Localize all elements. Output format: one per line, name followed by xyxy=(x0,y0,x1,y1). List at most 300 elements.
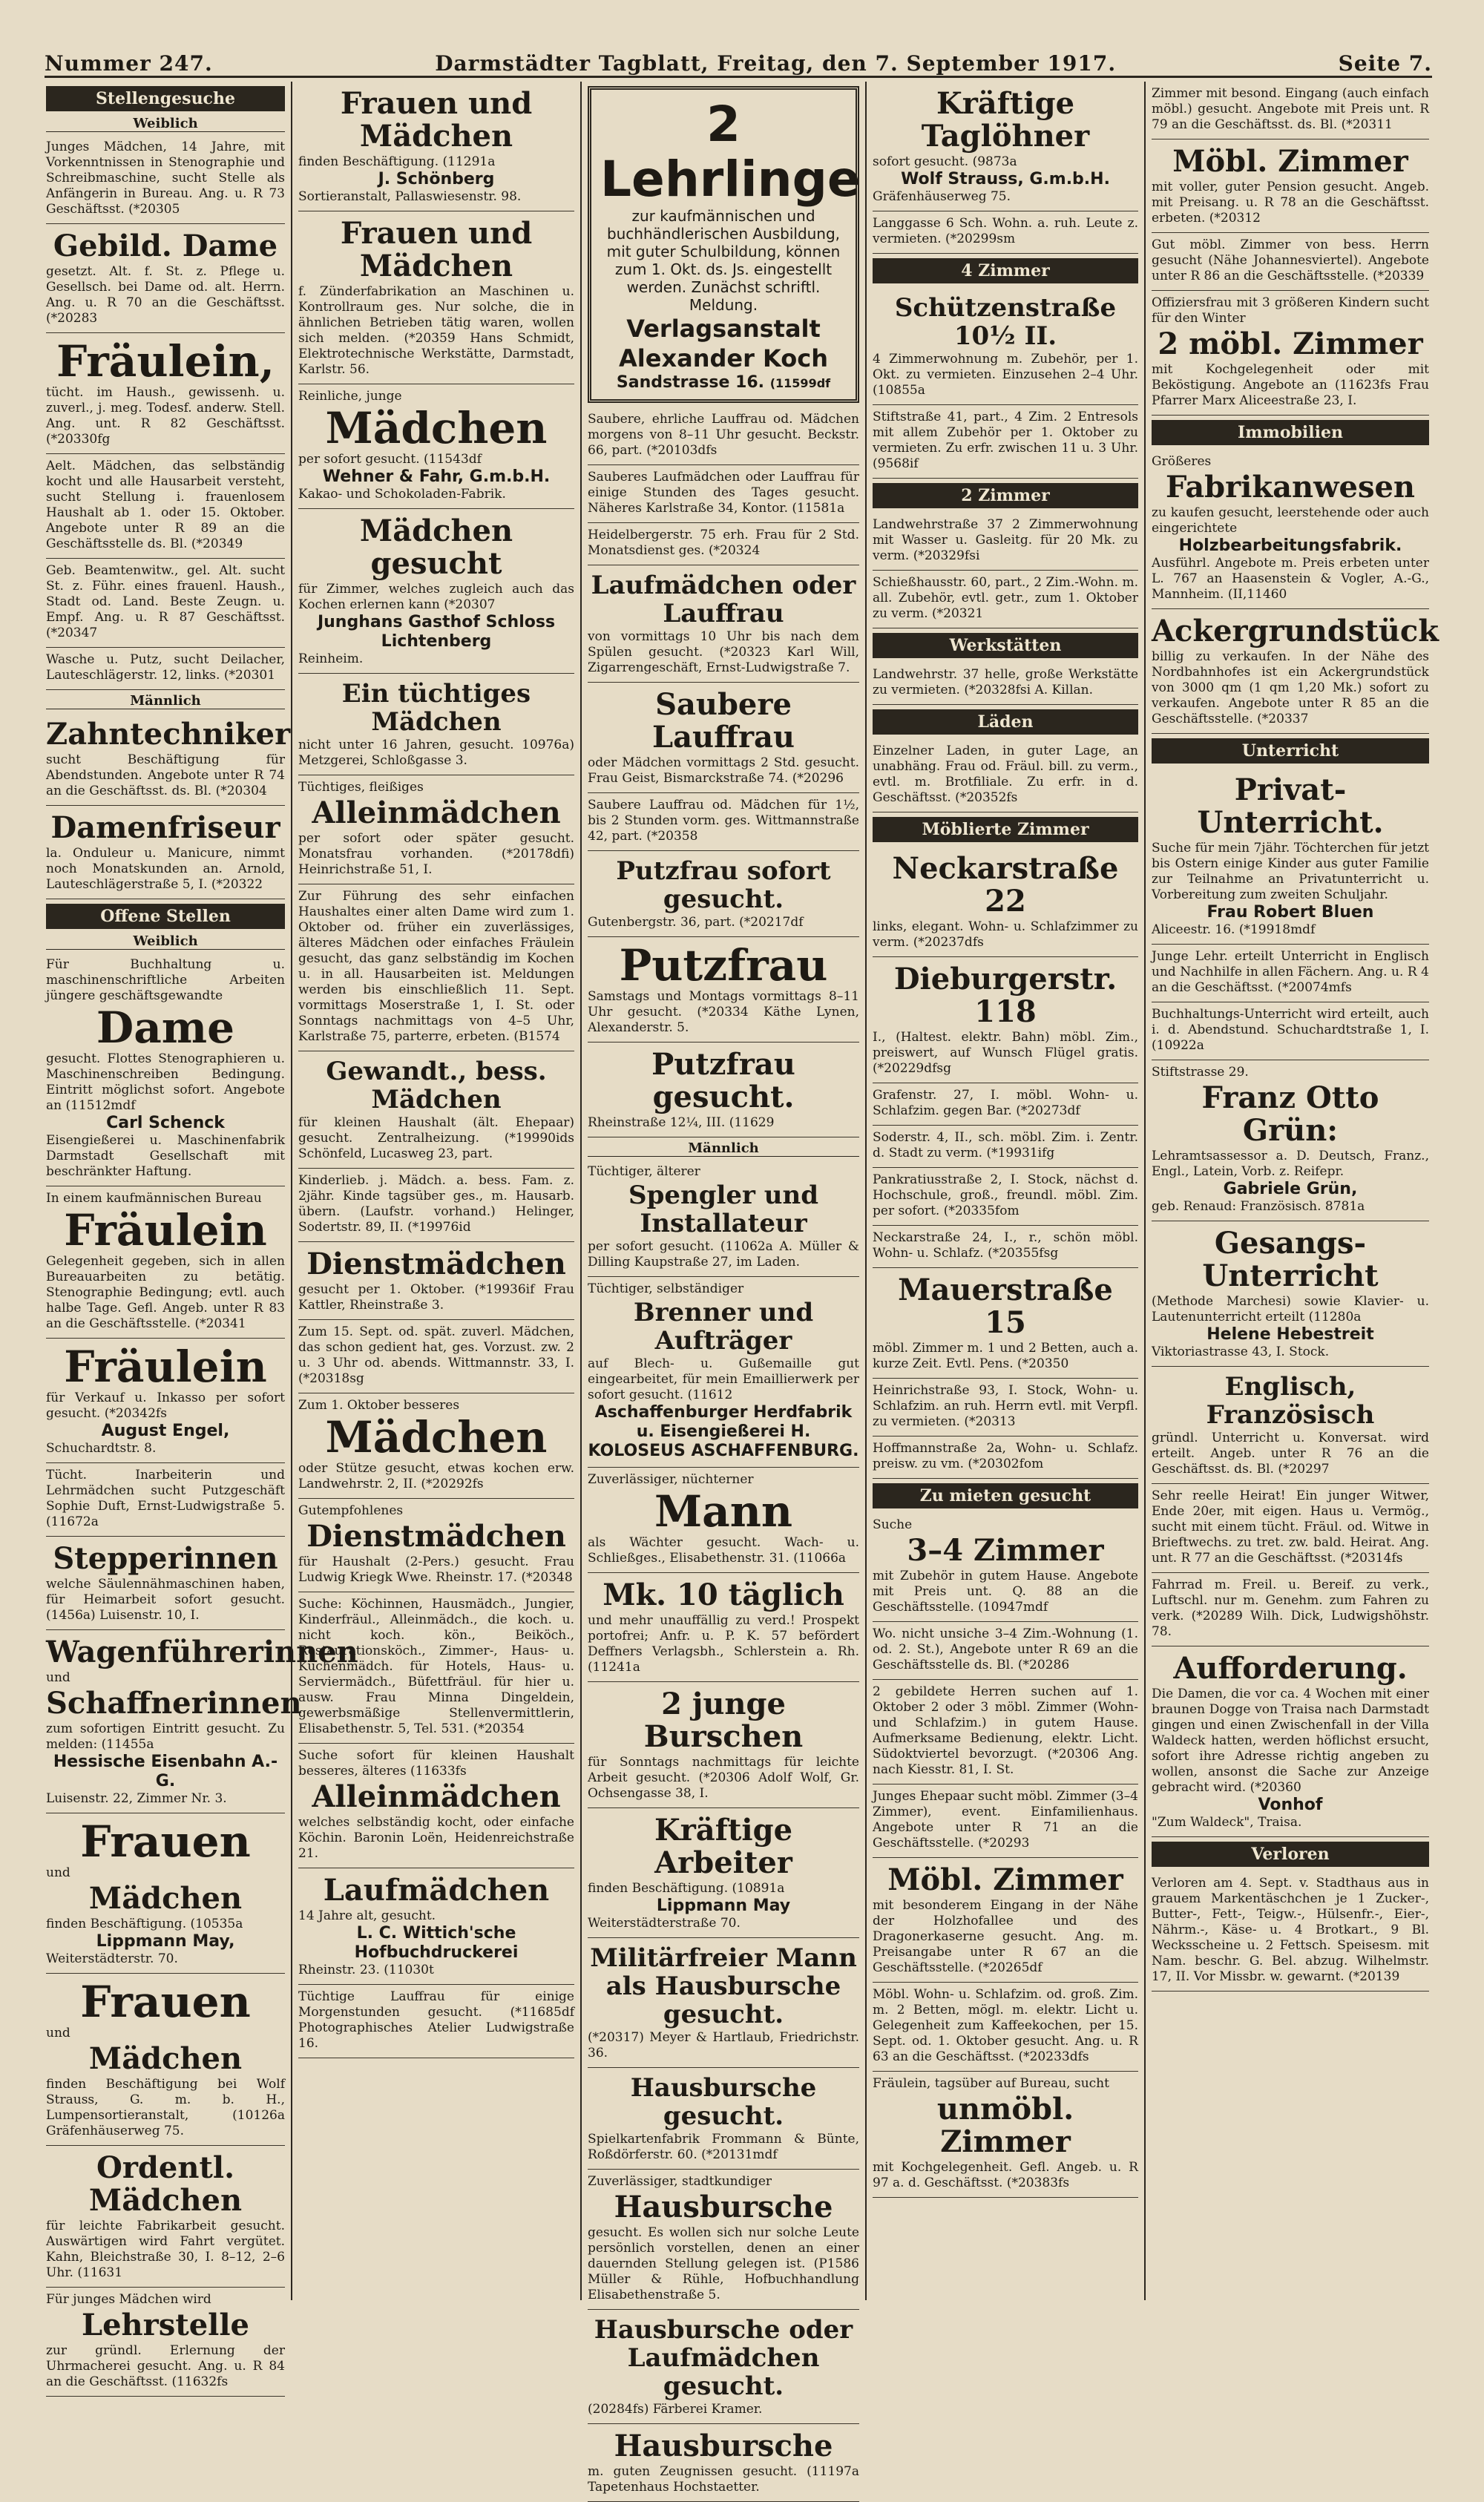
classified-ad xyxy=(298,1320,574,1393)
classified-ad xyxy=(298,775,574,884)
ad-text: Grafenstr. 27, I. möbl. Wohn- u. Schlafzim. gegen Bar. (*20273df xyxy=(873,1088,1138,1118)
ad-text: Stiftstraße 41, part., 4 Zim. 2 Entresols mit allem Zubehör per 1. Oktober zu vermieten. Zu erfr. zwischen 11 u. 3 Uhr. (9568if xyxy=(873,410,1138,471)
ad-firm-name: Lippmann May xyxy=(656,1897,791,1915)
classified-ad xyxy=(588,1573,859,1682)
ad-headline: Stepperinnen xyxy=(53,1541,278,1576)
section-header: Läden xyxy=(873,709,1138,735)
lehrlinge-ad xyxy=(588,86,859,403)
ad-headline: unmöbl. Zimmer xyxy=(936,2092,1074,2159)
ad-text: finden Beschäftigung. (10891a xyxy=(588,1881,785,1896)
classified-ad xyxy=(1152,1484,1429,1573)
ad-text: als Wächter gesucht. Wach- u. Schließges., Elisabethenstr. 31. (11066a xyxy=(588,1535,859,1566)
classified-ad xyxy=(1152,609,1439,734)
lehrlinge-title: 2 Lehrlinge xyxy=(600,96,861,208)
section-header: Möblierte Zimmer xyxy=(873,817,1138,842)
classified-ad xyxy=(1152,291,1429,416)
classified-ad xyxy=(588,1277,859,1468)
classified-ad xyxy=(873,1680,1138,1784)
ad-headline-2: Mädchen xyxy=(88,1881,243,1916)
classified-ad xyxy=(873,1168,1138,1226)
ad-text: Sehr reelle Heirat! Ein junger Witwer, Ende 20er, mit eigen. Haus u. Vermög., sucht mit einem tücht. Fräul. od. Witwe in Brieftwechs. zu tret. zw. bald. Heirat. Ang. unt. R 77 an die Geschäftsst. (*20314fs xyxy=(1152,1488,1429,1566)
ad-headline: Ein tüchtiges Mädchen xyxy=(341,679,531,737)
ad-address: Weiterstädterstraße 70. xyxy=(588,1916,741,1931)
ad-firm-name: Lippmann May, xyxy=(96,1932,235,1951)
classified-ad xyxy=(1152,450,1429,609)
classified-ad xyxy=(873,1083,1138,1126)
ad-headline: Saubere Lauffrau xyxy=(651,687,795,755)
ad-headline: 2 junge Burschen xyxy=(643,1687,804,1754)
classified-ad xyxy=(1152,1060,1429,1221)
ad-headline: Frauen xyxy=(80,1816,251,1867)
classified-ad xyxy=(588,2068,859,2170)
ad-text: sucht Beschäftigung für Abendstunden. Angebote unter R 74 an die Geschäftsst. ds. Bl. (*20304 xyxy=(46,752,285,798)
ad-text: finden Beschäftigung bei Wolf Strauss, G. m. b. H., Lumpensortieranstalt, (10126a Gräfenhäuserweg 75. xyxy=(46,2077,285,2138)
ad-firm-name: Helene Hebestreit xyxy=(1206,1325,1374,1344)
classified-ad xyxy=(298,1985,574,2058)
ad-text: mit Kochgelegenheit. Gefl. Angeb. u. R 97 a. d. Geschäftsst. (*20383fs xyxy=(873,2160,1138,2190)
classified-ad xyxy=(588,2170,859,2310)
ad-headline: Möbl. Zimmer xyxy=(887,1862,1123,1897)
classified-ad xyxy=(873,211,1138,254)
ad-headline: Mädchen xyxy=(325,1412,548,1462)
ad-text: f. Zünderfabrikation an Maschinen u. Kontrollraum ges. Nur solche, die in ähnlichen Betrieben tätig waren, wollen sich melden. (*20359 Hans Schmidt, Elektrotechnische Werkstätte, Darmstadt, Karlstr. 56. xyxy=(298,284,574,377)
ad-headline: Alleinmädchen xyxy=(312,1779,561,1814)
classified-ad xyxy=(46,333,285,454)
ad-headline: Dame xyxy=(96,1002,235,1053)
ad-text: 2 gebildete Herren suchen auf 1. Oktober 2 oder 3 möbl. Zimmer (Wohn- und Schlafzim.) in gutem Hause. Aufmerksame Bedienung, elektr. Licht. Südoktviertel bevorzugt. (*20306 Ang. nach Kiesstr. 81, I. St. xyxy=(873,1684,1138,1777)
lehrlinge-code: (11599df xyxy=(769,376,831,390)
ad-text: per sofort gesucht. (11543df xyxy=(298,452,482,467)
section-header: Zu mieten gesucht xyxy=(873,1483,1138,1508)
ad-headline: Mädchen xyxy=(325,403,548,453)
classified-ad xyxy=(46,953,285,1186)
classified-ad xyxy=(588,937,859,1042)
ad-intro: Zuverlässiger, nüchterner xyxy=(588,1472,754,1487)
page-number: Seite 7. xyxy=(1338,51,1432,76)
ad-headline: Dienstmädchen xyxy=(306,1519,566,1554)
classified-ad xyxy=(46,224,285,333)
ad-headline: Militärfreier Mann als Hausbursche gesucht. xyxy=(590,1943,857,2029)
lehrlinge-text: zur kaufmännischen und buchhändlerischen Ausbildung, mit guter Schulbildung, können zum 1. Okt. ds. Js. eingestellt werden. Zunächst schriftl. Meldung. xyxy=(606,207,841,314)
classified-ad xyxy=(873,513,1138,571)
ad-text: (20284fs) Färberei Kramer. xyxy=(588,2402,763,2417)
ad-text: Junges Ehepaar sucht möbl. Zimmer (3–4 Zimmer), event. Einfamilienhaus. Angebote unter R 71 an die Geschäftsstelle. (*20293 xyxy=(873,1789,1138,1851)
ad-text: Zimmer mit besond. Eingang (auch einfach möbl.) gesucht. Angebote mit Preis unt. R 79 an die Geschäftsst. ds. Bl. (*20311 xyxy=(1152,86,1429,132)
classified-ad xyxy=(298,1499,574,1592)
classified-ad xyxy=(46,1537,285,1630)
classified-ad xyxy=(1152,1573,1429,1646)
classified-ad xyxy=(298,1744,574,1868)
ad-address: Rheinstr. 23. (11030t xyxy=(298,1963,434,1977)
masthead xyxy=(45,42,1432,78)
ad-address: geb. Renaud: Französisch. 8781a xyxy=(1152,1199,1365,1214)
classified-ad xyxy=(873,405,1138,479)
ad-text: Wasche u. Putz, sucht Deilacher, Lauteschlägerstr. 12, links. (*20301 xyxy=(46,652,285,683)
classified-ad xyxy=(588,465,859,523)
ad-headline: Laufmädchen oder Lauffrau xyxy=(591,571,856,628)
classified-ad xyxy=(46,648,285,690)
classified-ad xyxy=(1152,233,1429,291)
classified-ad xyxy=(1152,139,1429,233)
classified-ad xyxy=(1152,1221,1429,1367)
ad-text: Gelegenheit gegeben, sich in allen Bureauarbeiten zu betätig. Stenographie Bedingung; evtl. auch halbe Tage. Gefl. Angeb. unter R 83 an die Geschäftsstelle. (*20341 xyxy=(46,1254,285,1331)
ad-firm-name: Frau Robert Bluen xyxy=(1206,903,1374,922)
ad-text: mit voller, guter Pension gesucht. Angeb. mit Preisang. u. R 78 an die Geschäftsst. erbeten. (*20312 xyxy=(1152,180,1429,226)
lehrlinge-address xyxy=(600,373,847,392)
ad-text: Junge Lehr. erteilt Unterricht in Englisch und Nachhilfe in allen Fächern. Ang. u. R 4 an die Geschäftsst. (*20074mfs xyxy=(1152,949,1429,995)
classified-ad xyxy=(1152,1646,1429,1837)
classified-ad xyxy=(873,1226,1138,1268)
ad-firm-name: Wolf Strauss, G.m.b.H. xyxy=(901,170,1110,188)
ad-text: möbl. Zimmer m. 1 und 2 Betten, auch a. kurze Zeit. Evtl. Pens. (*20350 xyxy=(873,1341,1138,1371)
ad-headline: Ackergrundstück xyxy=(1152,614,1439,649)
ad-connector: und xyxy=(46,2026,70,2040)
ad-text: 4 Zimmerwohnung m. Zubehör, per 1. Okt. zu vermieten. Einzusehen 2–4 Uhr. (10855a xyxy=(873,352,1138,398)
ad-intro: Größeres xyxy=(1152,454,1212,469)
ad-headline: Frauen xyxy=(80,1977,251,2027)
ad-connector: und xyxy=(46,1670,70,1685)
ad-address: Viktoriastrasse 43, I. Stock. xyxy=(1152,1344,1330,1359)
ad-headline: Wagenführerinnen xyxy=(46,1635,358,1669)
classified-ad xyxy=(588,1808,859,1938)
ad-headline: Hausbursche gesucht. xyxy=(630,2073,817,2131)
classified-ad xyxy=(873,288,1138,405)
ad-text: Tüchtige Lauffrau für einige Morgenstunden gesucht. (*11685df Photographisches Atelier Ludwigstraße 16. xyxy=(298,1989,574,2051)
classified-ad xyxy=(298,1868,574,1985)
issue-number: Nummer 247. xyxy=(45,51,213,76)
ad-text: Saubere Lauffrau od. Mädchen für 1½, bis 2 Stunden vorm. ges. Wittmannstraße 42, part. (*20358 xyxy=(588,798,859,844)
ad-headline: Hausbursche xyxy=(614,2190,833,2224)
ad-text: billig zu verkaufen. In der Nähe des Nordbahnhofes ist ein Ackergrundstück von 3000 qm (1 qm 1,20 Mk.) sofort zu verkaufen. Angebote unter R 85 an die Geschäftsstelle. (*20337 xyxy=(1152,649,1429,726)
ad-headline: Frauen und Mädchen xyxy=(340,216,533,283)
ad-text: Saubere, ehrliche Lauffrau od. Mädchen morgens von 8–11 Uhr gesucht. Beckstr. 66, part. (*20103dfs xyxy=(588,412,859,458)
ad-firm-name: Holzbearbeitungsfabrik. xyxy=(1178,536,1402,555)
ad-headline: Damenfriseur xyxy=(50,810,280,845)
ad-text: Neckarstraße 24, I., r., schön möbl. Wohn- u. Schlafz. (*20355fsg xyxy=(873,1230,1138,1261)
ad-text: m. guten Zeugnissen gesucht. (11197a Tapetenhaus Hochstaetter. xyxy=(588,2464,859,2495)
ad-headline-2: Schaffnerinnen xyxy=(46,1686,302,1721)
ad-address: Kakao- und Schokoladen-Fabrik. xyxy=(298,487,506,502)
classified-ad xyxy=(873,1436,1138,1479)
ad-text: für kleinen Haushalt (ält. Ehepaar) gesucht. Zentralheizung. (*19990ids Schönfeld, Lucasweg 23, part. xyxy=(298,1115,574,1161)
section-header: Stellengesuche xyxy=(46,86,285,111)
ad-text: Junges Mädchen, 14 Jahre, mit Vorkenntnissen in Stenographie und Schreibmaschine, sucht Stelle als Anfängerin in Bureau. Ang. u. R 73 Geschäftsst. (*20305 xyxy=(46,139,285,217)
classified-ad xyxy=(46,454,285,559)
ad-headline: Kräftige Arbeiter xyxy=(654,1813,793,1880)
classified-ad xyxy=(588,683,859,793)
ad-text: Zur Führung des sehr einfachen Haushaltes einer alten Dame wird zum 1. Oktober od. früher ein zuverlässiges, älteres Mädchen oder einfaches Fräulein gesucht, das ganz selbständig im Kochen u. in all. Hausarbeiten ist. Meldungen werden bis einschließlich 11. Sept. vormittags Moserstraße 1, I. St. oder Sonntags nachmittags von 4–5 Uhr, Karlstraße 75, parterre, erbeten. (B1574 xyxy=(298,889,574,1044)
subsection-header: Weiblich xyxy=(46,933,285,950)
classified-ad xyxy=(46,806,285,899)
ad-text: Buchhaltungs-Unterricht wird erteilt, auch i. d. Abendstund. Schuchardtstraße 1, I. (10922a xyxy=(1152,1007,1429,1053)
ad-text: finden Beschäftigung. (11291a xyxy=(298,154,496,169)
classified-ad xyxy=(873,663,1138,705)
ad-text: la. Onduleur u. Manicure, nimmt noch Monatskunden an. Arnold, Lauteschlägerstraße 5, I. (*20322 xyxy=(46,846,285,892)
classified-ad xyxy=(298,1592,574,1744)
classified-ad xyxy=(873,847,1138,957)
ad-text: auf Blech- u. Gußemaille gut eingearbeitet, für mein Emaillierwerk per sofort gesucht. (11612 xyxy=(588,1356,859,1402)
classified-ad xyxy=(588,2310,859,2424)
subsection-header: Männlich xyxy=(46,693,285,709)
ad-firm-name: L. C. Wittich'sche Hofbuchdruckerei xyxy=(354,1924,519,1962)
classified-ad xyxy=(873,1268,1138,1379)
ad-text: Tücht. Inarbeiterin und Lehrmädchen sucht Putzgeschäft Sophie Duft, Ernst-Ludwigstraße 5. (11672a xyxy=(46,1468,285,1529)
ad-headline: Dienstmädchen xyxy=(306,1247,566,1281)
classified-ad xyxy=(873,957,1138,1083)
ad-text: Verloren am 4. Sept. v. Stadthaus aus in grauem Markentäschchen je 1 Zucker-, Butter-, Fett-, Teigw.-, Hülsenfr.-, Eier-, Nährm.-, Käse- u. 4 Brotkart., 9 Bl. Wecksscheine u. 2 Fettsch. Speisesm. mit Nam. beschr. G. Bel. abzug. Wilhelmstr. 17, II. Vor Missbr. w. gewarnt. (*20139 xyxy=(1152,1876,1429,1984)
ad-headline-2: Mädchen xyxy=(88,2041,243,2076)
ad-headline: Fabrikanwesen xyxy=(1165,470,1415,505)
ad-intro: Stiftstrasse 29. xyxy=(1152,1065,1249,1080)
columns xyxy=(40,82,1439,2495)
ad-text: welches selbständig kocht, oder einfache Köchin. Baronin Loën, Heidenreichstraße 21. xyxy=(298,1815,574,1861)
ad-text: Fahrrad m. Freil. u. Bereif. zu verk., Luftschl. nur m. Genehm. zum Fahren zu verk. (*20289 Wilh. Dick, Ludwigshöhstr. 78. xyxy=(1152,1577,1429,1639)
subsection-header: Männlich xyxy=(588,1140,859,1157)
ad-text: Heidelbergerstr. 75 erh. Frau für 2 Std. Monatsdienst ges. (*20324 xyxy=(588,528,859,558)
classified-ad xyxy=(1152,768,1429,945)
lehrlinge-street: Sandstrasse 16. xyxy=(616,373,765,392)
ad-headline: Mauerstraße 15 xyxy=(898,1273,1113,1340)
ad-text: von vormittags 10 Uhr bis nach dem Spülen gesucht. (*20323 Karl Will, Zigarrengeschäft, Ernst-Ludwigstraße 7. xyxy=(588,629,859,675)
classified-ad xyxy=(46,1186,285,1339)
ad-text: gesucht per 1. Oktober. (*19936if Frau Kattler, Rheinstraße 3. xyxy=(298,1282,574,1313)
classified-ad xyxy=(298,82,574,211)
classified-ad xyxy=(873,571,1138,628)
classified-ad xyxy=(298,384,574,509)
classified-ad xyxy=(1152,945,1429,1002)
ad-text: 14 Jahre alt, gesucht. xyxy=(298,1908,436,1923)
classified-ad xyxy=(873,1784,1138,1858)
ad-text: zur gründl. Erlernung der Uhrmacherei gesucht. Ang. u. R 84 an die Geschäftsst. (11632fs xyxy=(46,2343,285,2389)
column-2 xyxy=(292,82,582,2300)
ad-intro: Zum 1. Oktober besseres xyxy=(298,1398,460,1413)
subsection-header: Weiblich xyxy=(46,116,285,132)
classified-ad xyxy=(46,1974,285,2146)
ad-headline: Fräulein, xyxy=(56,336,275,387)
ad-intro: Tüchtiges, fleißiges xyxy=(298,780,424,795)
classified-ad xyxy=(588,793,859,851)
classified-ad xyxy=(298,1242,574,1320)
ad-headline: Privat-Unterricht. xyxy=(1197,772,1384,840)
classified-ad xyxy=(588,1682,859,1808)
ad-headline: Dieburgerstr. 118 xyxy=(893,962,1117,1029)
classified-ad xyxy=(298,674,574,775)
column-4 xyxy=(867,82,1146,2300)
ad-text: gesetzt. Alt. f. St. z. Pflege u. Gesellsch. bei Dame od. alt. Herrn. Ang. u. R 70 an die Geschäftsst. (*20283 xyxy=(46,264,285,326)
classified-ad xyxy=(873,1622,1138,1680)
ad-text: Schießhausstr. 60, part., 2 Zim.-Wohn. m. all. Zubehör, evtl. getr., zum 1. Oktober zu verm. (*20321 xyxy=(873,575,1138,621)
ad-address: Luisenstr. 22, Zimmer Nr. 3. xyxy=(46,1791,227,1806)
ad-address: Weiterstädterstr. 70. xyxy=(46,1951,178,1966)
ad-firm-name: Gabriele Grün, xyxy=(1223,1180,1358,1198)
ad-headline: Neckarstraße 22 xyxy=(892,851,1119,919)
classified-ad xyxy=(46,559,285,648)
classified-ad xyxy=(588,2424,859,2502)
ad-text: Pankratiusstraße 2, I. Stock, nächst d. Hochschule, groß., freundl. möbl. Zim. per sofort. (*20335fom xyxy=(873,1172,1138,1218)
ad-headline: Spengler und Installateur xyxy=(628,1181,818,1238)
ad-headline: Hausbursche xyxy=(614,2429,833,2463)
ad-headline: Putzfrau sofort gesucht. xyxy=(616,856,831,914)
classified-ad xyxy=(1152,1871,1429,1992)
classified-ad xyxy=(46,1463,285,1537)
ad-headline: 2 möbl. Zimmer xyxy=(1158,326,1423,361)
ad-text: zum sofortigen Eintritt gesucht. Zu melden: (11455a xyxy=(46,1721,285,1752)
classified-ad xyxy=(1152,1002,1429,1060)
ad-intro: Reinliche, junge xyxy=(298,389,402,404)
ad-address: Gräfenhäuserweg 75. xyxy=(873,189,1011,204)
classified-ad xyxy=(298,509,574,674)
ad-headline: Frauen und Mädchen xyxy=(340,86,533,154)
ad-address: Reinheim. xyxy=(298,651,364,666)
ad-text: finden Beschäftigung. (10535a xyxy=(46,1917,243,1931)
ad-headline: Englisch, Französisch xyxy=(1206,1372,1375,1430)
classified-ad xyxy=(298,1393,574,1499)
ad-text: Hoffmannstraße 2a, Wohn- u. Schlafz. preisw. zu vm. (*20302fom xyxy=(873,1441,1138,1471)
ad-text: gesucht. Es wollen sich nur solche Leute persönlich vorstellen, denen an einer dauernden Stellung gelegen ist. (P1586 Müller & Rühle, Hofbuchhandlung Elisabethenstraße 5. xyxy=(588,2225,859,2302)
ad-text: gründl. Unterricht u. Konversat. wird erteilt. Angeb. unter R 76 an die Geschäftsst. ds. Bl. (*20297 xyxy=(1152,1431,1429,1477)
ad-address: Aliceestr. 16. (*19918mdf xyxy=(1152,922,1316,937)
classified-ad xyxy=(873,1858,1138,1983)
classified-ad xyxy=(873,1983,1138,2072)
ad-headline: Möbl. Zimmer xyxy=(1172,144,1408,179)
ad-headline: Alleinmädchen xyxy=(312,795,561,830)
ad-firm-name: August Engel, xyxy=(101,1422,230,1440)
ad-intro: Zuverlässiger, stadtkundiger xyxy=(588,2174,772,2189)
ad-intro: Gutempfohlenes xyxy=(298,1503,404,1518)
ad-text: Wo. nicht unsiche 3–4 Zim.-Wohnung (1. od. 2. St.), Angebote unter R 69 an die Geschäftsstelle ds. Bl. (*20286 xyxy=(873,1626,1138,1672)
ad-text: tücht. im Haush., gewissenh. u. zuverl., j. meg. Todesf. anderw. Stell. Ang. unt. R 82 Geschäftsst. (*20330fg xyxy=(46,385,285,447)
ad-text: Geb. Beamtenwitw., gel. Alt. sucht St. z. Führ. eines frauenl. Haush., Stadt od. Land. Beste Zeugn. u. Empf. Ang. u. R 87 Geschäftsst. (*20347 xyxy=(46,563,285,640)
ad-firm-name: Junghans Gasthof Schloss Lichtenberg xyxy=(317,613,556,651)
ad-text: Rheinstraße 12¼, III. (11629 xyxy=(588,1115,775,1130)
ad-text: mit Kochgelegenheit oder mit Beköstigung. Angebote an (11623fs Frau Pfarrer Marx Aliceestraße 23, I. xyxy=(1152,362,1429,408)
ad-firm-name: Aschaffenburger Herdfabrik u. Eisengießerei H. KOLOSEUS ASCHAFFENBURG. xyxy=(588,1403,859,1460)
ad-text: für Sonntags nachmittags für leichte Arbeit gesucht. (*20306 Adolf Wolf, Gr. Ochsengasse 38, I. xyxy=(588,1755,859,1801)
classified-ad xyxy=(588,1938,859,2068)
ad-text: gesucht. Flottes Stenographieren u. Maschinenschreiben Bedingung. Eintritt möglichst sofort. Angebote an (11512mdf xyxy=(46,1051,285,1113)
ad-intro: Für junges Mädchen wird xyxy=(46,2292,211,2307)
ad-headline: Gewandt., bess. Mädchen xyxy=(326,1057,547,1114)
classified-ad xyxy=(588,523,859,565)
classified-ad xyxy=(298,1051,574,1169)
ad-text: welche Säulennähmaschinen haben, für Heimarbeit sofort gesucht. (1456a) Luisenstr. 10, I. xyxy=(46,1577,285,1623)
ad-text: sofort gesucht. (9873a xyxy=(873,154,1017,169)
classified-ad xyxy=(46,2146,285,2288)
classified-ad xyxy=(46,1339,285,1463)
ad-intro: Offiziersfrau mit 3 größeren Kindern sucht für den Winter xyxy=(1152,295,1429,326)
classified-ad xyxy=(1152,82,1429,139)
classified-ad xyxy=(873,2072,1138,2198)
ad-text: mit Zubehör in gutem Hause. Angebote mit Preis unt. Q. 88 an die Geschäftsstelle. (10947mdf xyxy=(873,1569,1138,1615)
section-header: Verloren xyxy=(1152,1842,1429,1867)
ad-headline: Putzfrau xyxy=(619,940,828,991)
ad-headline: Kräftige Taglöhner xyxy=(921,86,1090,154)
classified-ad xyxy=(873,82,1138,211)
classified-ad xyxy=(46,1813,285,1974)
ad-address: "Zum Waldeck", Traisa. xyxy=(1152,1815,1302,1830)
ad-text: oder Mädchen vormittags 2 Std. gesucht. Frau Geist, Bismarckstraße 74. (*20296 xyxy=(588,755,859,786)
ad-text: per sofort oder später gesucht. Monatsfrau vorhanden. (*20178dfi) Heinrichstraße 51, I. xyxy=(298,831,574,877)
ad-text: Suche für mein 7jähr. Töchterchen für jetzt bis Ostern einige Kinder aus guter Familie zur Teilnahme an Privatunterricht u. Vorbereitung zum zweiten Schuljahr. xyxy=(1152,841,1429,902)
classified-ad xyxy=(588,1160,859,1277)
ad-text: Aelt. Mädchen, das selbständig kocht und alle Hausarbeit versteht, sucht Stellung i. frauenlosem Haushalt ab 1. oder 15. Oktober. Angebote unter R 89 an die Geschäftsstelle ds. Bl. (*20349 xyxy=(46,459,285,551)
classified-ad xyxy=(873,1126,1138,1168)
section-header: Immobilien xyxy=(1152,420,1429,445)
classified-ad xyxy=(46,135,285,224)
ad-text: per sofort gesucht. (11062a A. Müller & Dilling Kaupstraße 27, im Laden. xyxy=(588,1239,859,1270)
classified-ad xyxy=(46,1630,358,1813)
section-header: Offene Stellen xyxy=(46,904,285,929)
ad-text: Die Damen, die vor ca. 4 Wochen mit einer braunen Dogge von Traisa nach Darmstadt gingen und einen Zwischenfall in der Villa Waldeck hatten, werden höflichst ersucht, sofort ihre Adresse richtig angeben zu wollen, ansonst die Sache zur Anzeige gebracht wird. (*20360 xyxy=(1152,1687,1429,1795)
classified-ad xyxy=(588,565,859,683)
classified-ad xyxy=(588,1468,859,1573)
ad-intro: Fräulein, tagsüber auf Bureau, sucht xyxy=(873,2076,1109,2091)
ad-text: Gut möbl. Zimmer von bess. Herrn gesucht (Nähe Johannesviertel). Angebote unter R 86 an die Geschäftsstelle. (*20339 xyxy=(1152,237,1429,283)
ad-firm-name: Hessische Eisenbahn A.-G. xyxy=(53,1753,278,1790)
ad-headline: Mann xyxy=(654,1486,793,1537)
ad-text: Soderstr. 4, II., sch. möbl. Zim. i. Zentr. d. Stadt zu verm. (*19931ifg xyxy=(873,1130,1138,1160)
ad-firm-name: Wehner & Fahr, G.m.b.H. xyxy=(322,467,551,486)
ad-text: für Verkauf u. Inkasso per sofort gesucht. (*20342fs xyxy=(46,1390,285,1421)
ad-intro: Suche sofort für kleinen Haushalt besseres, älteres (11633fs xyxy=(298,1748,574,1779)
classified-ad xyxy=(873,1513,1138,1622)
ad-text: nicht unter 16 Jahren, gesucht. 10976a) Metzgerei, Schloßgasse 3. xyxy=(298,738,574,768)
newspaper-title: Darmstädter Tagblatt, Freitag, den 7. September 1917. xyxy=(435,51,1117,76)
section-header: Unterricht xyxy=(1152,738,1429,764)
ad-text: Kinderlieb. j. Mädch. a. bess. Fam. z. 2jähr. Kinde tagsüber ges., m. Hausarb. übern. (Laufstr. vorhand.) Helinger, Sodertstr. 89, II. (*19976id xyxy=(298,1173,574,1235)
ad-address: Ausführl. Angebote m. Preis erbeten unter L. 767 an Haasenstein & Vogler, A.-G., Mannheim. (II,11460 xyxy=(1152,556,1429,602)
ad-intro: Tüchtiger, älterer xyxy=(588,1164,700,1179)
ad-text: Samstags und Montags vormittags 8–11 Uhr gesucht. (*20334 Käthe Lynen, Alexanderstr. 5. xyxy=(588,989,859,1035)
classified-ad xyxy=(46,2288,285,2397)
section-header: 4 Zimmer xyxy=(873,258,1138,283)
ad-text: Lehramtsassessor a. D. Deutsch, Franz., Engl., Latein, Vorb. z. Reifepr. xyxy=(1152,1149,1429,1179)
ad-text: für leichte Fabrikarbeit gesucht. Auswärtigen wird Fahrt vergütet. Kahn, Bleichstraße 30, I. 8–12, 2–6 Uhr. (11631 xyxy=(46,2219,285,2280)
classified-ad xyxy=(298,211,574,384)
classified-ad xyxy=(298,884,574,1051)
ad-text: (*20317) Meyer & Hartlaub, Friedrichstr. 36. xyxy=(588,2030,859,2061)
classified-ad xyxy=(873,739,1138,812)
ad-headline: Zahntechniker xyxy=(46,717,291,752)
ad-text: zu kaufen gesucht, leerstehende oder auch eingerichtete xyxy=(1152,505,1429,536)
ad-headline: Lehrstelle xyxy=(81,2308,249,2342)
ad-headline: Hausbursche oder Laufmädchen gesucht. xyxy=(594,2315,853,2401)
ad-text: Landwehrstraße 37 2 Zimmerwohnung mit Wasser u. Gasleitg. für 20 Mk. zu verm. (*20329fsi xyxy=(873,517,1138,563)
ad-headline: Ordentl. Mädchen xyxy=(88,2150,243,2218)
ad-text: Langgasse 6 Sch. Wohn. a. ruh. Leute z. vermieten. (*20299sm xyxy=(873,216,1138,246)
ad-text: Suche: Köchinnen, Hausmädch., Jungier, Kinderfräul., Alleinmädch., die koch. u. nicht koch. kön., Beiköch., Restaurationsköch., Zimmer-, Haus- u. Küchenmädch. für Hotels, Haus- u. Serviermädch., Büfettfräul. für hier u. ausw. Frau Minna Dingeldein, gewerbsmäßige Stellenvermittlerin, Elisabethenstr. 5, Tel. 531. (*20354 xyxy=(298,1597,574,1736)
ad-text: I., (Haltest. elektr. Bahn) möbl. Zim., preiswert, auf Wunsch Flügel gratis. (*20229dfsg xyxy=(873,1030,1138,1076)
lehrlinge-firm: Verlagsanstalt Alexander Koch xyxy=(619,315,828,372)
classified-ad xyxy=(588,407,859,465)
column-5 xyxy=(1146,82,1439,2300)
ad-connector: und xyxy=(46,1865,70,1880)
ad-headline: Gesangs-Unterricht xyxy=(1202,1226,1379,1293)
ad-text: für Haushalt (2-Pers.) gesucht. Frau Ludwig Kriegk Wwe. Rheinstr. 17. (*20348 xyxy=(298,1554,574,1585)
classified-ad xyxy=(1152,1367,1429,1484)
ad-text: Einzelner Laden, in guter Lage, an unabhäng. Frau od. Fräul. bill. zu verm., evtl. m. Brotfiliale. Zu erfr. in d. Geschäftsst. (*20352fs xyxy=(873,743,1138,805)
ad-text: links, elegant. Wohn- u. Schlafzimmer zu verm. (*20237dfs xyxy=(873,919,1138,950)
ad-headline: Franz Otto Grün: xyxy=(1201,1080,1379,1148)
ad-headline: Laufmädchen xyxy=(323,1873,550,1908)
ad-text: Landwehrstr. 37 helle, große Werkstätte zu vermieten. (*20328fsi A. Killan. xyxy=(873,667,1138,697)
ad-text: Heinrichstraße 93, I. Stock, Wohn- u. Schlafzim. an ruh. Herrn evtl. mit Verpfl. zu vermieten. (*20313 xyxy=(873,1383,1138,1429)
column-3 xyxy=(582,82,867,2495)
ad-headline: Schützenstraße 10½ II. xyxy=(894,293,1117,351)
ad-text: für Zimmer, welches zugleich auch das Kochen erlernen kann (*20307 xyxy=(298,582,574,612)
ad-intro: Tüchtiger, selbständiger xyxy=(588,1281,744,1296)
ad-intro: Für Buchhaltung u. maschinenschriftliche Arbeiten jüngere geschäftsgewandte xyxy=(46,957,285,1003)
